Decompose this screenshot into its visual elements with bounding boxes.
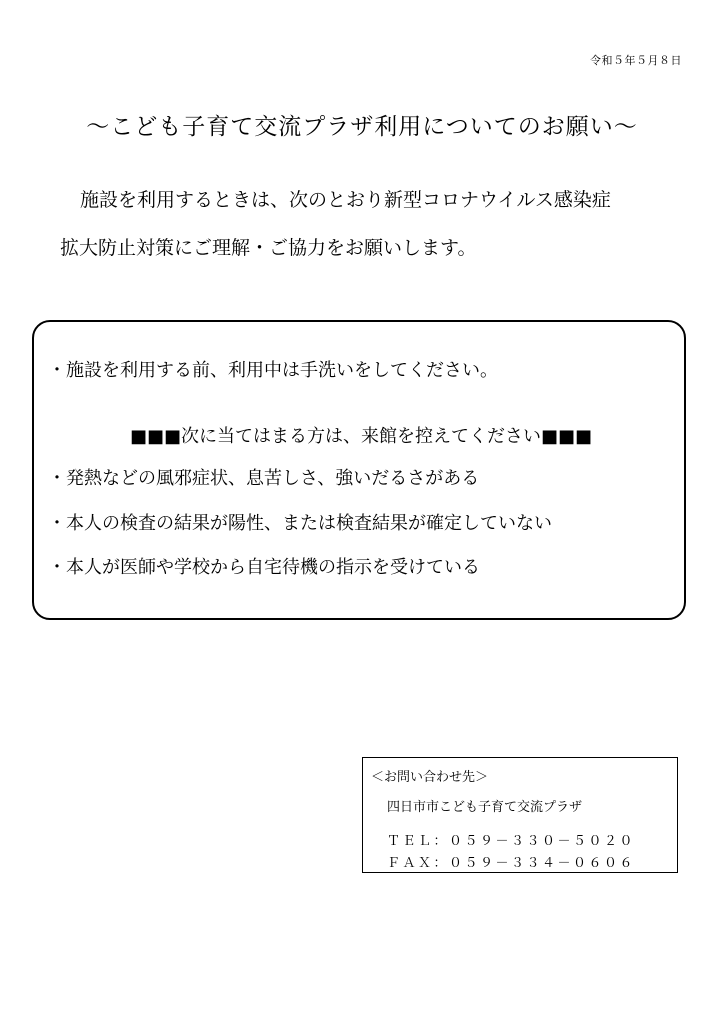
- bullet: ・: [48, 557, 66, 578]
- document-title: ～こども子育て交流プラザ利用についてのお願い～: [86, 114, 638, 140]
- restriction-heading: ■■■次に当てはまる方は、来館を控えてください■■■: [129, 426, 593, 447]
- intro-line-2: 拡大防止対策にご理解・ご協力をお願いします。: [60, 237, 477, 259]
- document-date: 令和５年５月８日: [590, 54, 682, 67]
- restriction-item: [48, 553, 480, 579]
- bullet: ・: [48, 360, 66, 381]
- handwash-notice: [48, 356, 498, 382]
- restriction-item: [48, 509, 552, 535]
- restriction-item: [48, 464, 479, 490]
- contact-label: ＜お問い合わせ先＞: [371, 770, 489, 785]
- contact-tel: ＴＥＬ：０５９－３３０－５０２０: [387, 834, 636, 849]
- intro-line-1: 施設を利用するときは、次のとおり新型コロナウイルス感染症: [80, 189, 611, 211]
- contact-box: [362, 757, 678, 873]
- bullet: ・: [48, 468, 66, 489]
- contact-organization: 四日市市こども子育て交流プラザ: [387, 800, 583, 815]
- contact-fax: ＦＡＸ：０５９－３３４－０６０６: [387, 856, 636, 871]
- handwash-text: 施設を利用する前、利用中は手洗いをしてください。: [66, 360, 498, 381]
- restriction-item-text: 本人が医師や学校から自宅待機の指示を受けている: [66, 557, 480, 578]
- intro-paragraph: [60, 176, 700, 272]
- restriction-item-text: 本人の検査の結果が陽性、または検査結果が確定していない: [66, 513, 552, 534]
- restriction-item-text: 発熱などの風邪症状、息苦しさ、強いだるさがある: [66, 468, 480, 489]
- notice-box: [32, 320, 686, 620]
- bullet: ・: [48, 513, 66, 534]
